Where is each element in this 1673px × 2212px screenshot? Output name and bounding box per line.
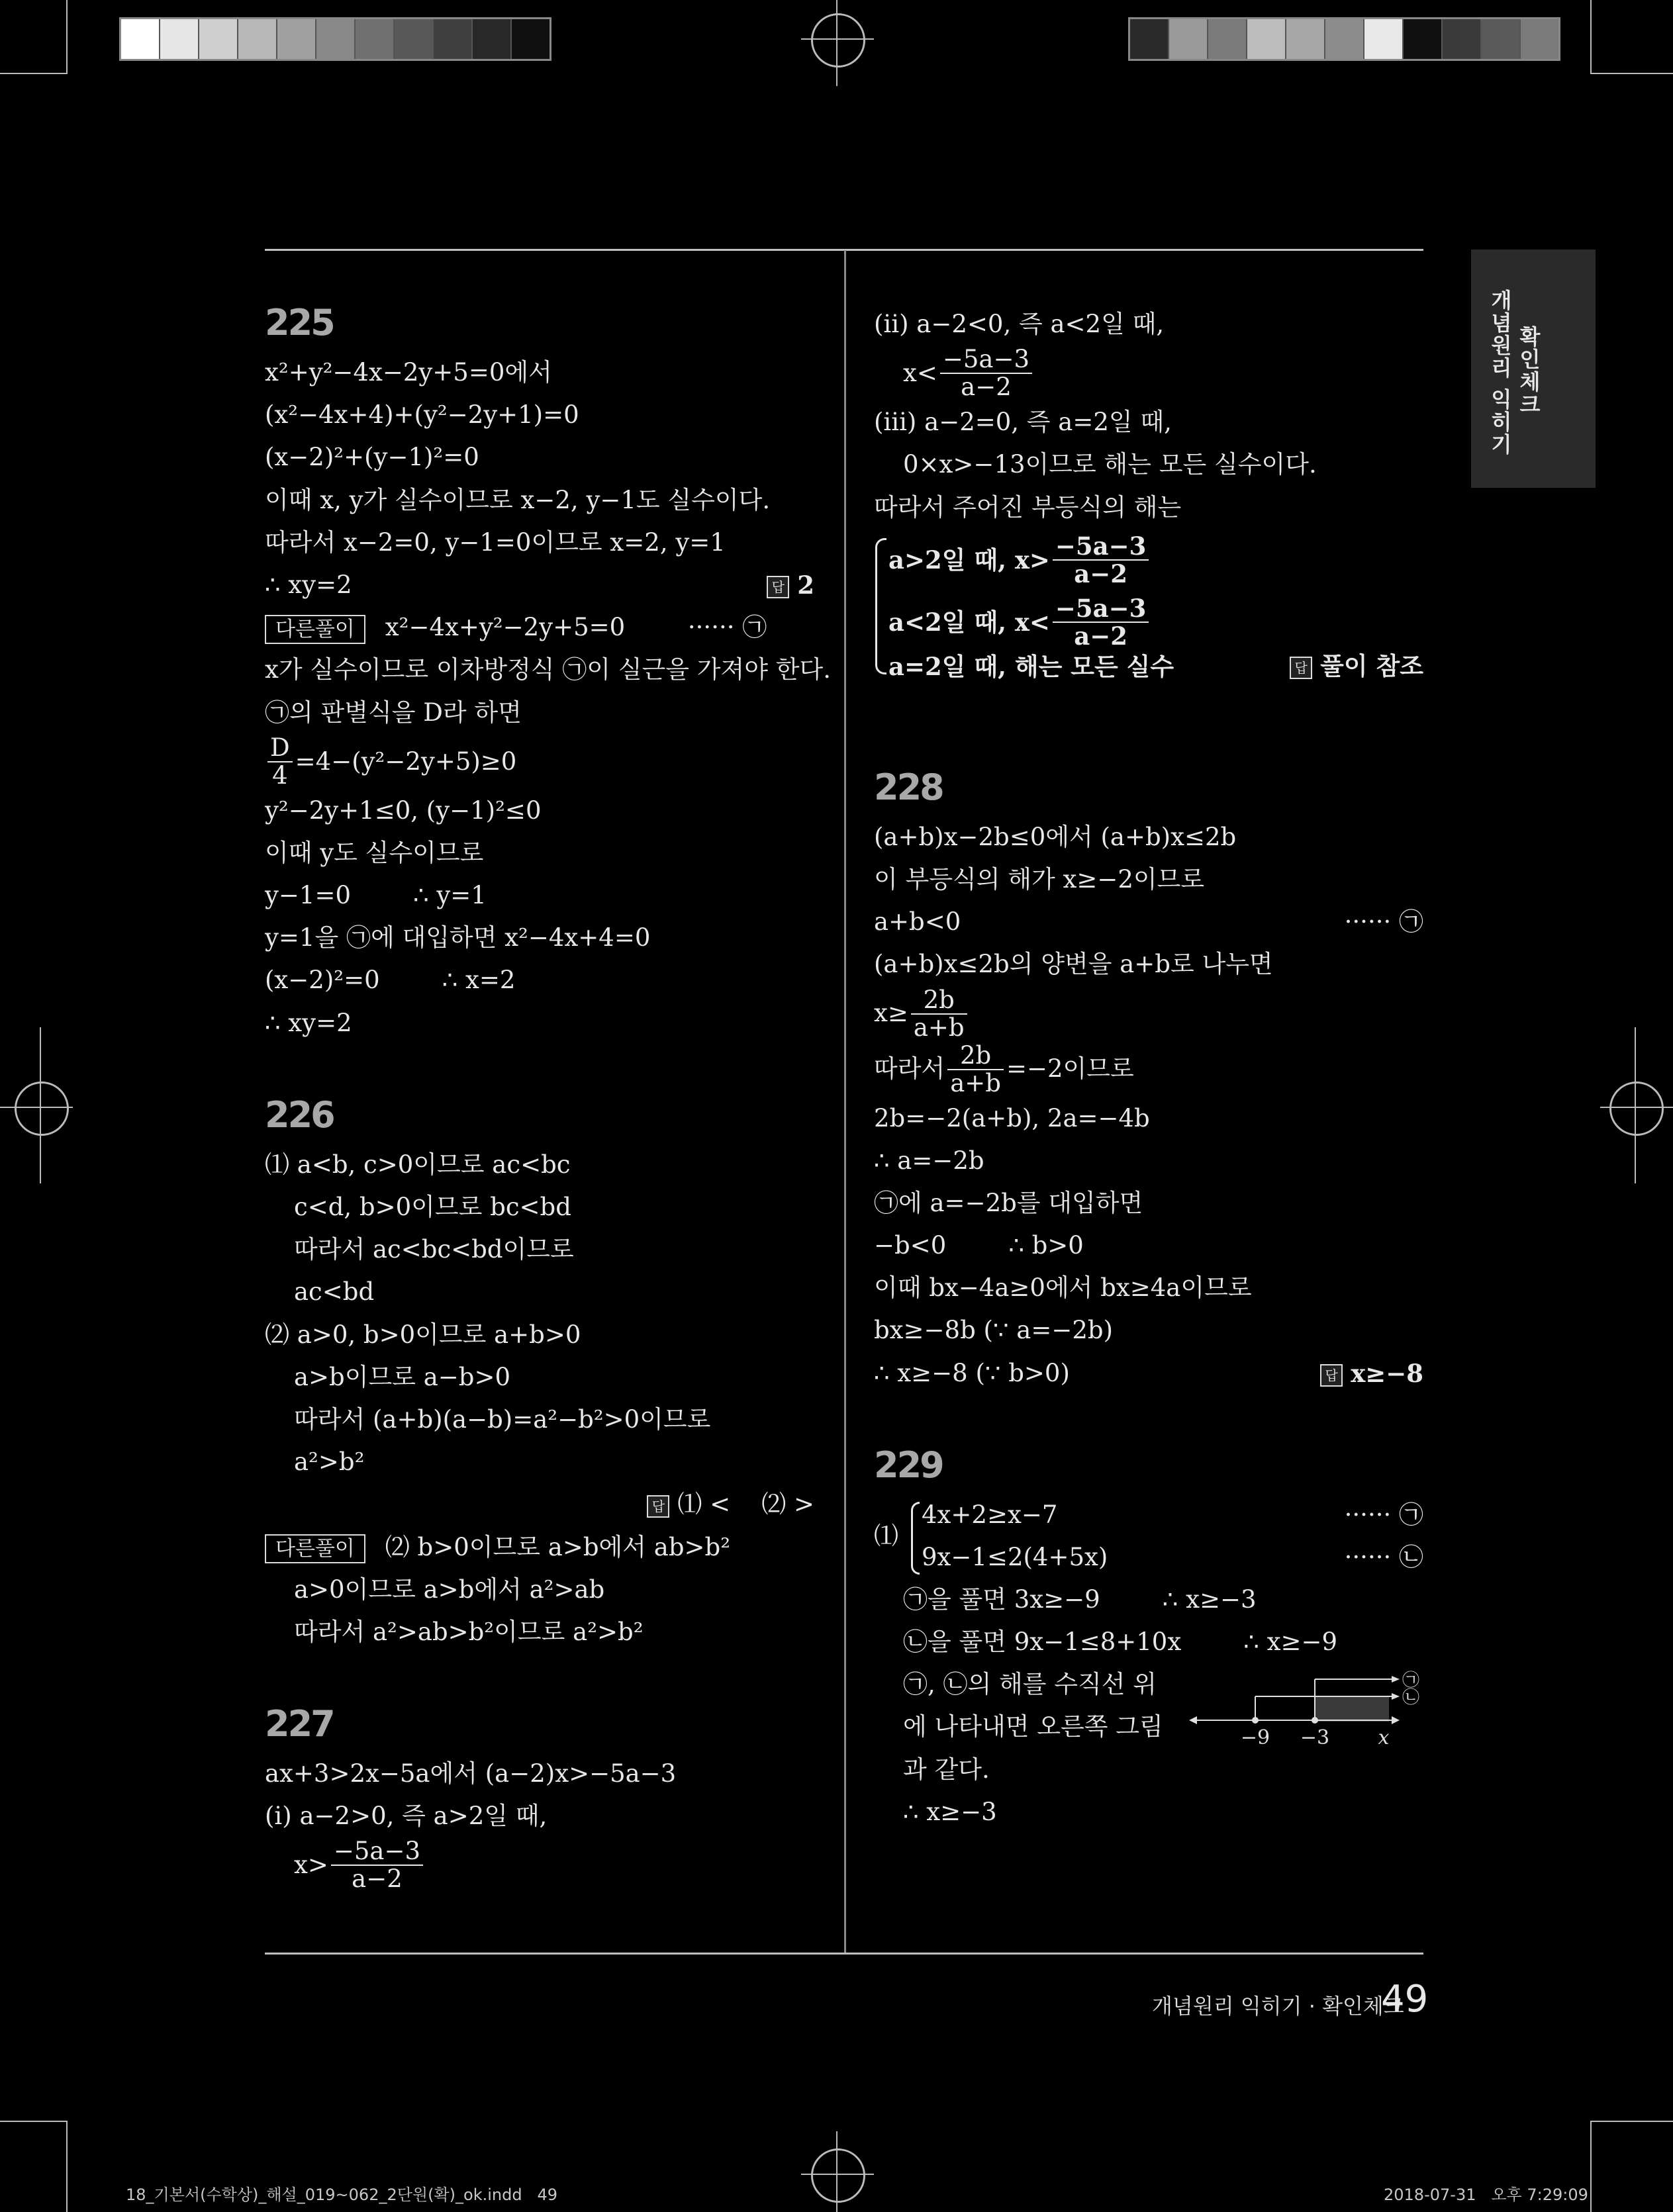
solution-line: x²+y²−4x−2y+5=0에서 xyxy=(265,358,552,387)
solution-line: 따라서 (a+b)(a−b)=a²−b²>0이므로 xyxy=(294,1405,711,1434)
solution-line: 4x+2≥x−7 xyxy=(922,1500,1058,1529)
registration-mark xyxy=(836,0,837,86)
fraction-line xyxy=(874,346,1423,401)
left-brace xyxy=(875,538,886,674)
fraction-line xyxy=(265,1837,814,1893)
solution-line: bx≥−8b (∵ a=−2b) xyxy=(874,1316,1114,1345)
solution-line: (x−2)²=0 ∴ x=2 xyxy=(265,966,516,995)
solution-line: x≥ xyxy=(874,999,908,1028)
solution-line: 이 부등식의 해가 x≥−2이므로 xyxy=(874,864,1205,894)
number-line-diagram xyxy=(1185,1646,1423,1759)
solution-line: 따라서 a²>ab>b²이므로 a²>b² xyxy=(294,1617,644,1646)
registration-mark xyxy=(15,1082,69,1136)
case-line xyxy=(888,529,1423,591)
solution-line: ac<bd xyxy=(294,1277,375,1307)
solution-line: ㉠에 a=−2b를 대입하면 xyxy=(874,1188,1143,1217)
registration-mark xyxy=(1609,1082,1664,1136)
registration-mark xyxy=(40,1027,41,1183)
solution-line: (a+b)x≤2b의 양변을 a+b로 나누면 xyxy=(874,950,1273,979)
solution-line: 이때 x, y가 실수이므로 x−2, y−1도 실수이다. xyxy=(265,485,771,514)
solution-line: 따라서 x−2=0, y−1=0이므로 x=2, y=1 xyxy=(265,528,726,557)
alt-solution-line xyxy=(265,606,814,649)
solution-line: (a+b)x−2b≤0에서 (a+b)x≤2b xyxy=(874,822,1237,851)
solution-line: 따라서 주어진 부등식의 해는 xyxy=(874,492,1182,522)
fraction xyxy=(331,1838,423,1892)
fraction xyxy=(911,987,967,1041)
answer xyxy=(767,564,814,607)
range-label-1: ㉠ xyxy=(1402,1671,1420,1691)
answer-line xyxy=(265,564,814,606)
answer-line xyxy=(265,1483,814,1526)
crop-mark xyxy=(1590,2121,1592,2212)
solution-line: =−2이므로 xyxy=(1006,1054,1134,1083)
system-block xyxy=(874,1494,1423,1579)
answer xyxy=(1320,1352,1423,1395)
crop-mark xyxy=(1590,73,1673,74)
axis-label-x: x xyxy=(1378,1726,1390,1750)
fraction xyxy=(1053,533,1149,587)
case-text: a<2일 때, x< xyxy=(888,607,1050,637)
answer-value: ⑴ < ⑵ > xyxy=(677,1490,814,1519)
solution-line: ax+3>2x−5a에서 (a−2)x>−5a−3 xyxy=(265,1759,677,1788)
system-equation xyxy=(922,1494,1423,1536)
solution-line: 이때 bx−4a≥0에서 bx≥4a이므로 xyxy=(874,1273,1252,1303)
alt-solution-label: 다른풀이 xyxy=(265,1534,365,1563)
solution-line: a+b<0 xyxy=(874,907,961,937)
fraction-numerator: −5a−3 xyxy=(940,346,1032,374)
solution-line: 따라서 ac<bc<bd이므로 xyxy=(294,1235,574,1264)
solution-line: y²−2y+1≤0, (y−1)²≤0 xyxy=(265,796,542,825)
solution-line: a>b이므로 a−b>0 xyxy=(294,1362,511,1391)
registration-mark xyxy=(1600,1107,1673,1108)
side-tab-subtitle: 개념원리 익히기 xyxy=(1488,289,1513,456)
case-block xyxy=(874,529,1423,680)
fraction-denominator: a−2 xyxy=(1074,621,1128,651)
solution-line: y=1을 ㉠에 대입하면 x²−4x+4=0 xyxy=(265,923,651,952)
problem-number-227: 227 xyxy=(265,1703,334,1745)
solution-line: x가 실수이므로 이차방정식 ㉠이 실근을 가져야 한다. xyxy=(265,655,832,684)
gray-scale-strip-right xyxy=(1128,17,1560,61)
solution-line: ⑴ a<b, c>0이므로 ac<bc xyxy=(265,1150,571,1179)
fraction-denominator: a−2 xyxy=(352,1865,403,1894)
solution-line: =4−(y²−2y+5)≥0 xyxy=(295,747,517,776)
fraction xyxy=(1053,595,1149,649)
answer-icon: 답 xyxy=(647,1495,669,1518)
fraction-numerator: 2b xyxy=(911,987,967,1015)
crop-mark xyxy=(66,2121,68,2212)
solution-line: x²−4x+y²−2y+5=0 xyxy=(385,613,626,642)
solution-line: ㉡을 풀면 9x−1≤8+10x ∴ x≥−9 xyxy=(903,1628,1337,1656)
registration-mark xyxy=(801,2174,874,2175)
solution-line: ∴ xy=2 xyxy=(265,1008,352,1037)
fraction-numerator: 2b xyxy=(947,1042,1004,1070)
problem-number-229: 229 xyxy=(874,1444,943,1486)
case-line xyxy=(888,653,1423,680)
registration-mark xyxy=(0,1107,73,1108)
fraction-line xyxy=(265,734,814,790)
answer-line xyxy=(874,1352,1423,1395)
solution-line: (i) a−2>0, 즉 a>2일 때, xyxy=(265,1802,548,1831)
registration-mark xyxy=(801,38,874,40)
fraction-denominator: a−2 xyxy=(961,373,1012,402)
alt-solution-line xyxy=(265,1526,814,1569)
solution-line: (iii) a−2=0, 즉 a=2일 때, xyxy=(874,408,1172,437)
equation-mark: ······ ㉡ xyxy=(1344,1542,1423,1571)
part-label: ⑴ xyxy=(874,1521,898,1550)
crop-mark xyxy=(1590,2121,1673,2122)
case-line xyxy=(888,591,1423,653)
solution-line: a>0이므로 a>b에서 a²>ab xyxy=(294,1575,605,1604)
right-column xyxy=(874,303,1423,1833)
range-label-2: ㉡ xyxy=(1402,1688,1420,1708)
fraction-numerator: −5a−3 xyxy=(331,1838,423,1866)
solution-line: ∴ x≥−8 (∵ b>0) xyxy=(874,1358,1070,1387)
equation-mark: ······ ㉠ xyxy=(1344,1500,1423,1529)
point-minus-9 xyxy=(1252,1717,1259,1724)
fraction-denominator: a+b xyxy=(913,1013,965,1042)
fraction-numerator: D xyxy=(267,735,293,762)
answer-icon: 답 xyxy=(1290,657,1312,679)
solution-line: 에 나타내면 오른쪽 그림 xyxy=(903,1712,1163,1741)
footer-section-title: 개념원리 익히기 · 확인체크 xyxy=(1152,1994,1404,2019)
solution-line: (x²−4x+4)+(y²−2y+1)=0 xyxy=(265,400,579,430)
side-tab-title: 확인체크 xyxy=(1516,326,1541,416)
left-brace xyxy=(911,1502,920,1575)
crop-mark xyxy=(0,2121,68,2122)
solution-line: 과 같다. xyxy=(903,1755,990,1784)
solution-line: (ii) a−2<0, 즉 a<2일 때, xyxy=(874,310,1165,338)
solution-line: ∴ x≥−3 xyxy=(903,1797,997,1826)
crop-mark xyxy=(1590,0,1592,74)
solution-line: 9x−1≤2(4+5x) xyxy=(922,1542,1108,1571)
solution-line: a²>b² xyxy=(294,1448,365,1477)
registration-mark xyxy=(1635,1027,1636,1183)
answer-value: 풀이 참조 xyxy=(1320,651,1423,680)
answer-value: x≥−8 xyxy=(1351,1358,1423,1388)
fraction xyxy=(267,735,293,789)
solution-line: x< xyxy=(903,359,937,388)
solution-line: ⑵ b>0이므로 a>b에서 ab>b² xyxy=(385,1532,731,1561)
point-minus-3 xyxy=(1312,1717,1318,1724)
solution-line: ∴ a=−2b xyxy=(874,1146,984,1175)
alt-solution-label: 다른풀이 xyxy=(265,615,365,644)
gray-scale-strip-left xyxy=(119,17,551,61)
solution-line: (x−2)²+(y−1)²=0 xyxy=(265,443,479,472)
answer xyxy=(1290,653,1423,680)
solution-line: y−1=0 ∴ y=1 xyxy=(265,881,487,910)
problem-number-225: 225 xyxy=(265,302,334,344)
solution-line: ㉠을 풀면 3x≥−9 ∴ x≥−3 xyxy=(903,1585,1257,1614)
registration-mark xyxy=(811,13,865,68)
case-text: a>2일 때, x> xyxy=(888,545,1050,575)
case-text: a=2일 때, 해는 모든 실수 xyxy=(888,651,1174,681)
file-slug: 18_기본서(수학상)_해설_019~062_2단원(확)_ok.indd 49 xyxy=(126,2186,557,2204)
answer-value: 2 xyxy=(797,570,814,600)
tick-label-minus-9: −9 xyxy=(1240,1726,1270,1750)
fraction-numerator: −5a−3 xyxy=(1053,533,1149,561)
fraction-denominator: a+b xyxy=(950,1068,1001,1097)
fraction-line xyxy=(874,1042,1423,1097)
solution-line: 이때 y도 실수이므로 xyxy=(265,838,484,867)
page-number: 49 xyxy=(1381,1978,1429,2021)
fraction-line xyxy=(874,986,1423,1042)
system-equation xyxy=(922,1536,1423,1579)
fraction-denominator: a−2 xyxy=(1074,559,1128,588)
equation-mark: ······ ㉠ xyxy=(1344,907,1423,937)
equation-mark: ······ ㉠ xyxy=(687,613,767,642)
column-divider xyxy=(844,250,846,1953)
tick-label-minus-3: −3 xyxy=(1300,1726,1330,1750)
fraction-denominator: 4 xyxy=(272,760,288,790)
solution-line: −b<0 ∴ b>0 xyxy=(874,1231,1084,1260)
fraction-numerator: −5a−3 xyxy=(1053,595,1149,623)
axis-arrow-left xyxy=(1189,1716,1197,1724)
crop-mark xyxy=(0,73,68,74)
solution-line: 0×x>−13이므로 해는 모든 실수이다. xyxy=(903,450,1317,479)
problem-number-228: 228 xyxy=(874,766,943,808)
solution-line: ㉠의 판별식을 D라 하면 xyxy=(265,698,522,727)
solution-line: 2b=−2(a+b), 2a=−4b xyxy=(874,1103,1150,1132)
solution-line: 따라서 xyxy=(874,1054,945,1083)
bottom-rule xyxy=(265,1953,1423,1955)
range-arrow-2 xyxy=(1392,1693,1400,1700)
solution-overlap-region xyxy=(1315,1696,1389,1722)
axis-arrow-right xyxy=(1392,1716,1400,1724)
solution-line: ⑵ a>0, b>0이므로 a+b>0 xyxy=(265,1320,581,1349)
crop-mark xyxy=(66,0,68,74)
solution-line: ∴ xy=2 xyxy=(265,570,352,599)
range-arrow-1 xyxy=(1392,1676,1400,1682)
solution-line: c<d, b>0이므로 bc<bd xyxy=(294,1193,571,1221)
answer-icon: 답 xyxy=(767,576,789,598)
answer-icon: 답 xyxy=(1320,1364,1343,1387)
solution-line: ㉠, ㉡의 해를 수직선 위 xyxy=(903,1670,1157,1699)
registration-mark xyxy=(836,2131,837,2212)
registration-mark xyxy=(811,2148,865,2203)
problem-number-226: 226 xyxy=(265,1093,334,1136)
fraction xyxy=(947,1042,1004,1097)
solution-line: x> xyxy=(294,1851,328,1880)
fraction xyxy=(940,346,1032,400)
print-timestamp: 2018-07-31 오후 7:29:09 xyxy=(1384,2186,1588,2204)
solution-line-with-mark xyxy=(874,901,1423,943)
left-column xyxy=(265,295,832,1894)
